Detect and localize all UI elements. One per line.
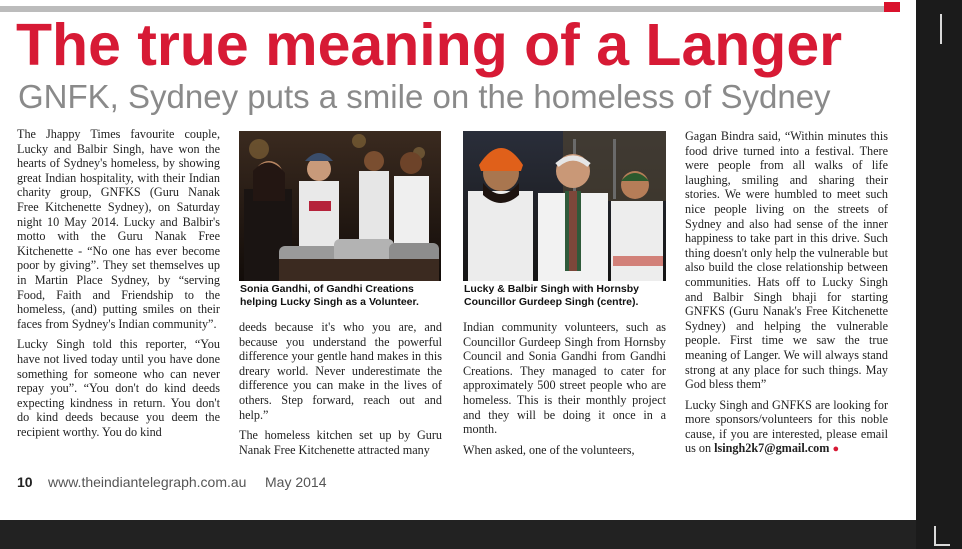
corner-mark-bottom-h [934, 544, 950, 546]
paragraph: Gagan Bindra said, “Within minutes this food drive turned into a festival. There were people from all walks of life laughing, smiling and sharing their stories. We were humbled to meet such nice people living on the streets of Sydney and also had sense of the inner happiness to take part in this drive. Such thing doesn't only help the vulnerable but also build the close relationship between communities. Hats off to Lucky Singh and Balbir Singh bhaji for starting GNFKS (Guru Nanak's Free Kitchenette Sydney) and helping the vulnerable people. First time we saw the true meaning of Langer. We will always stand strong at any place for such things. May God bless them” [685, 129, 888, 392]
contact-email[interactable]: lsingh2k7@gmail.com [714, 441, 830, 456]
paragraph: Indian community volunteers, such as Councillor Gurdeep Singh from Hornsby Council and Sonia Gandhi from Gandhi Creations. They managed to cater for approximately 500 street people who are homeless. This is their monthly project and they will be doing it once in a month. [463, 320, 666, 437]
paragraph: When asked, one of the volunteers, [463, 442, 635, 457]
page-number: 10 [17, 474, 33, 490]
article-column-2 [239, 320, 442, 463]
photo-councillor [463, 131, 666, 281]
top-red-accent [884, 2, 900, 12]
photo-councillor-image [463, 131, 666, 281]
background-right [916, 0, 962, 549]
photo-volunteers-image [239, 131, 441, 281]
article-column-1 [17, 127, 220, 445]
background-bottom [0, 520, 916, 549]
corner-mark-top [940, 14, 942, 44]
paragraph: deeds because it's who you are, and because you understand the powerful difference your gentle hand makes in this dreary world. Never underestimate the difference you can make in the lives of others. Step forward, reach out and help.” [239, 320, 442, 422]
subheadline: GNFK, Sydney puts a smile on the homeless of Sydney [18, 78, 831, 115]
article-column-3 [463, 320, 666, 463]
paragraph: The Jhappy Times favourite couple, Lucky and Balbir Singh, have won the hearts of Sydney's homeless, by showing great Indian hospitality, with their Indian charity group, GNFKS (Guru Nanak Free Kitchenette Sydney), on Saturday night 10 May 2014. Lucky and Balbir's motto with the Guru Nanak Free Kitchenette - “No one has ever become poor by giving”. They set themselves up in Martin Place Sydney, by “serving Food, Faith and Friendship to the homeless, (and) putting smiles on their faces from Sydney's Indian community”. [17, 127, 220, 331]
end-mark-icon: ● [832, 443, 840, 456]
paragraph-text: Lucky Singh and GNFKS are looking for more sponsors/volunteers for this noble cause, if you are interested, please email us on [685, 397, 888, 456]
issue-date: May 2014 [265, 474, 327, 490]
photo-caption-2: Lucky & Balbir Singh with Hornsby Councillor Gurdeep Singh (centre). [464, 283, 640, 308]
article-column-4 [685, 129, 888, 463]
photo-volunteers [239, 131, 441, 281]
website-link[interactable]: www.theindiantelegraph.com.au [48, 474, 247, 490]
headline: The true meaning of a Langer [16, 12, 843, 78]
paragraph [685, 398, 888, 457]
paragraph: Lucky Singh told this reporter, “You have not lived today until you have done something for someone who can never repay you”. “You don't do kind deeds expecting kindness in return. You don't do kind deeds because you deem the recipient worthy. You do kind [17, 337, 220, 439]
paragraph: The homeless kitchen set up by Guru Nanak Free Kitchenette attracted many [239, 428, 442, 457]
photo-caption-1: Sonia Gandhi, of Gandhi Creations helping Lucky Singh as a Volunteer. [240, 283, 419, 308]
corner-mark-bottom [934, 526, 936, 546]
